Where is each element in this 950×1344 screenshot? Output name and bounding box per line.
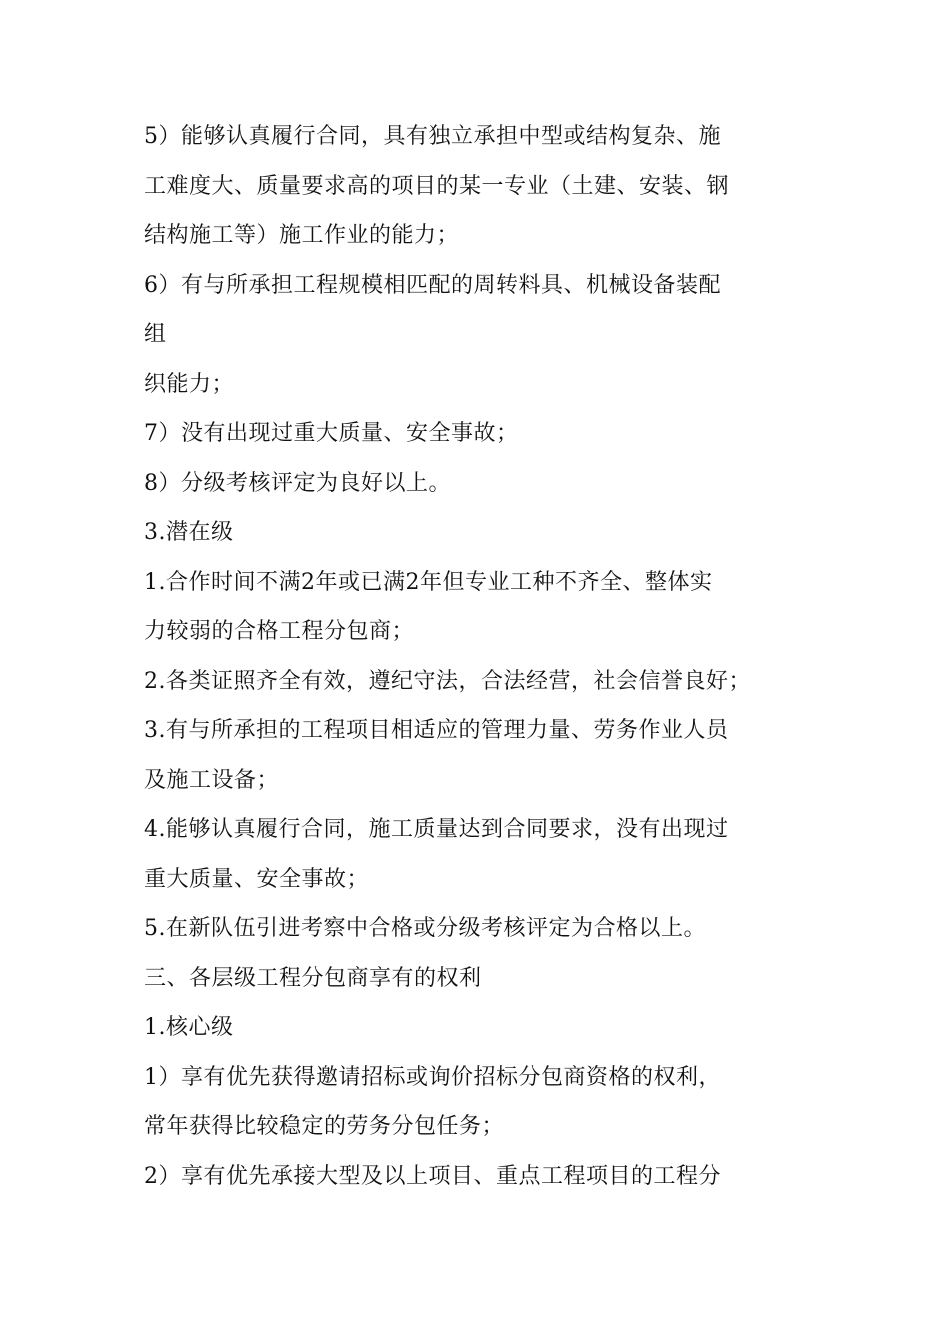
text-line: 7）没有出现过重大质量、安全事故； (144, 421, 519, 446)
text-line: 组 (144, 322, 167, 347)
text-line: 力较弱的合格工程分包商； (144, 619, 415, 644)
text-line: 5）能够认真履行合同，具有独立承担中型或结构复杂、施 (144, 124, 721, 149)
text-line: 4.能够认真履行合同，施工质量达到合同要求，没有出现过 (144, 817, 729, 842)
text-line: 常年获得比较稳定的劳务分包任务； (144, 1114, 505, 1139)
section-heading: 3.潜在级 (144, 520, 234, 545)
text-line: 结构施工等）施工作业的能力； (144, 223, 460, 248)
section-heading: 三、各层级工程分包商享有的权利 (144, 965, 482, 991)
text-line: 2）享有优先承接大型及以上项目、重点工程项目的工程分 (144, 1163, 721, 1189)
text-line: 1.合作时间不满2年或已满2年但专业工种不齐全、整体实 (144, 569, 713, 595)
subsection-heading: 1.核心级 (144, 1015, 234, 1040)
text-line: 1）享有优先获得邀请招标或询价招标分包商资格的权利， (144, 1064, 721, 1090)
text-line: 织能力； (144, 371, 235, 397)
text-line: 及施工设备； (144, 767, 280, 793)
text-line: 6）有与所承担工程规模相匹配的周转料具、机械设备装配 (144, 272, 721, 298)
document-body (144, 112, 814, 1201)
text-line: 工难度大、质量要求高的项目的某一专业（土建、安装、钢 (144, 173, 730, 199)
text-line: 重大质量、安全事故； (144, 866, 370, 892)
text-line: 2.各类证照齐全有效，遵纪守法，合法经营，社会信誉良好； (144, 668, 751, 694)
text-line: 3.有与所承担的工程项目相适应的管理力量、劳务作业人员 (144, 718, 729, 743)
text-line: 8）分级考核评定为良好以上。 (144, 470, 451, 496)
text-line: 5.在新队伍引进考察中合格或分级考核评定为合格以上。 (144, 916, 706, 941)
